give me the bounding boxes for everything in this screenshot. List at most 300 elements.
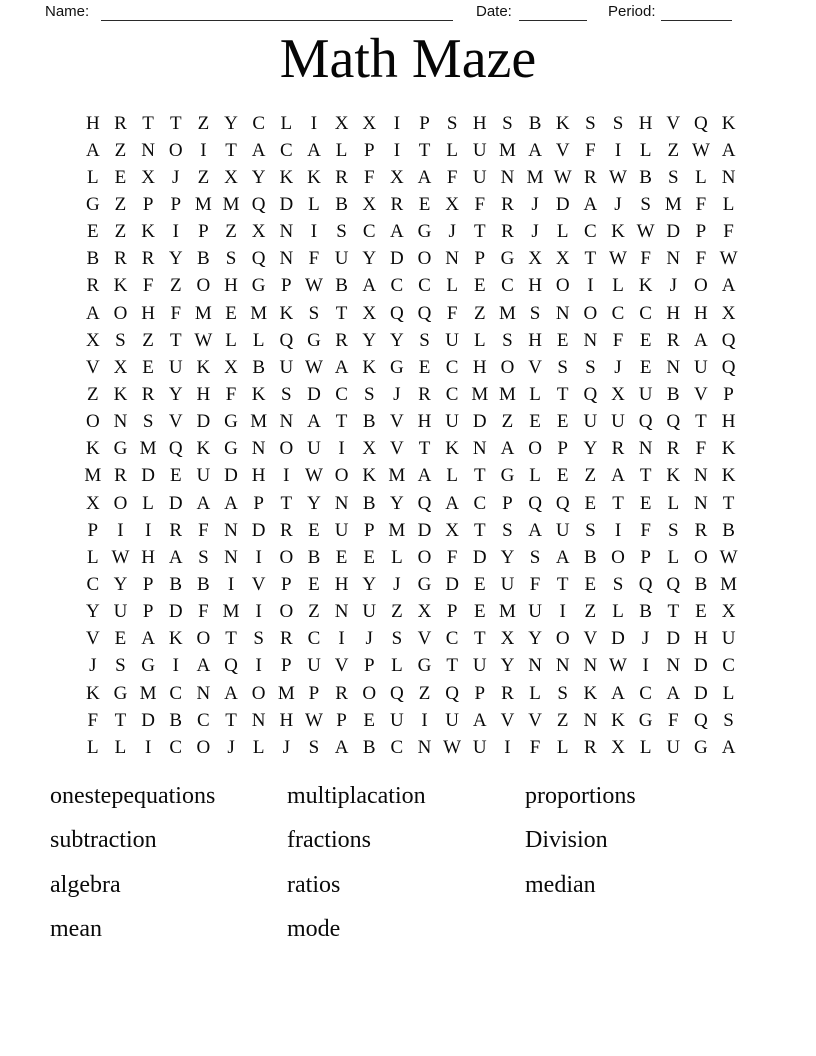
grid-letter: Q <box>528 492 542 514</box>
grid-letter: F <box>363 166 375 188</box>
grid-letter: E <box>473 275 486 297</box>
grid-letter: I <box>144 736 152 758</box>
grid-letter: A <box>307 411 321 433</box>
grid-letter: D <box>472 411 487 433</box>
grid-letter: Y <box>362 573 377 595</box>
grid-letter: G <box>113 438 128 460</box>
grid-letter: A <box>417 166 432 188</box>
grid-letter: W <box>609 166 627 188</box>
grid-letter: D <box>279 193 294 215</box>
grid-letter: B <box>197 248 210 270</box>
grid-letter: S <box>585 112 596 134</box>
grid-letter: P <box>308 682 320 704</box>
grid-letter: O <box>694 546 708 568</box>
grid-letter: I <box>200 139 207 161</box>
grid-letter: F <box>640 248 651 270</box>
grid-letter: D <box>611 628 625 650</box>
grid-letter: Q <box>721 356 736 378</box>
grid-letter: B <box>362 492 376 514</box>
grid-letter: K <box>141 221 155 243</box>
grid-letter: A <box>611 465 625 487</box>
grid-letter: T <box>556 573 569 595</box>
grid-letter: R <box>335 682 348 704</box>
grid-letter: D <box>555 193 570 215</box>
grid-letter: Q <box>666 573 681 595</box>
grid-letter: O <box>611 546 625 568</box>
grid-letter: L <box>87 166 99 188</box>
grid-letter: G <box>85 193 100 215</box>
grid-letter: Y <box>500 546 515 568</box>
grid-letter: V <box>528 356 542 378</box>
grid-letter: I <box>421 709 428 731</box>
grid-letter: P <box>142 601 154 623</box>
grid-letter: A <box>224 682 238 704</box>
grid-letter: W <box>443 736 462 758</box>
grid-letter: N <box>224 546 238 568</box>
grid-letter: X <box>417 601 432 623</box>
grid-letter: L <box>722 193 735 215</box>
grid-letter: L <box>335 139 348 161</box>
grid-letter: H <box>251 465 266 487</box>
grid-letter: L <box>391 655 403 677</box>
grid-letter: L <box>529 682 541 704</box>
grid-letter: O <box>168 139 183 161</box>
grid-letter: X <box>85 492 100 514</box>
grid-letter: N <box>583 655 598 677</box>
grid-letter: E <box>639 356 652 378</box>
grid-letter: E <box>418 356 431 378</box>
grid-letter: U <box>445 411 460 433</box>
grid-letter: H <box>279 709 294 731</box>
grid-letter: W <box>719 546 738 568</box>
grid-letter: J <box>393 573 401 595</box>
grid-letter: K <box>279 166 294 188</box>
grid-letter: L <box>722 682 735 704</box>
grid-letter: K <box>307 166 321 188</box>
grid-letter: T <box>225 139 237 161</box>
grid-letter: N <box>721 166 736 188</box>
grid-letter: S <box>723 709 734 731</box>
grid-letter: J <box>641 628 650 650</box>
grid-letter: G <box>417 655 432 677</box>
grid-letter: C <box>335 383 348 405</box>
grid-letter: K <box>113 275 128 297</box>
grid-letter: N <box>666 655 681 677</box>
grid-letter: X <box>528 248 542 270</box>
grid-letter: M <box>139 682 157 704</box>
grid-letter: F <box>612 329 624 351</box>
grid-letter: Z <box>418 682 431 704</box>
grid-letter: S <box>419 329 430 351</box>
grid-letter: Y <box>583 438 598 460</box>
grid-letter: P <box>281 275 292 297</box>
grid-letter: K <box>638 275 653 297</box>
grid-letter: L <box>529 383 541 405</box>
grid-letter: Q <box>390 682 404 704</box>
grid-letter: L <box>280 112 293 134</box>
grid-letter: B <box>362 411 376 433</box>
grid-letter: O <box>279 546 294 568</box>
grid-letter: A <box>307 139 321 161</box>
grid-letter: R <box>694 519 708 541</box>
grid-letter: X <box>611 383 625 405</box>
page-title: Math Maze <box>279 28 537 90</box>
grid-letter: X <box>362 193 377 215</box>
grid-letter: T <box>225 709 237 731</box>
grid-letter: P <box>142 193 154 215</box>
grid-letter: R <box>666 438 680 460</box>
grid-letter: R <box>501 682 514 704</box>
grid-letter: K <box>85 682 100 704</box>
grid-letter: A <box>334 736 349 758</box>
grid-letter: W <box>719 248 738 270</box>
grid-letter: N <box>638 438 653 460</box>
grid-letter: B <box>694 573 708 595</box>
grid-letter: V <box>390 411 404 433</box>
grid-letter: M <box>664 193 682 215</box>
grid-letter: E <box>556 329 569 351</box>
word-list-item: onestepequations <box>50 782 216 809</box>
grid-letter: X <box>362 112 377 134</box>
grid-letter: X <box>362 438 377 460</box>
grid-letter: T <box>418 139 431 161</box>
grid-letter: V <box>85 628 100 650</box>
grid-letter: J <box>448 221 456 243</box>
grid-letter: P <box>695 221 707 243</box>
grid-letter: Z <box>142 329 154 351</box>
grid-letter: P <box>363 139 375 161</box>
grid-letter: R <box>141 248 155 270</box>
grid-letter: Z <box>197 166 210 188</box>
grid-letter: F <box>87 709 99 731</box>
grid-letter: H <box>334 573 349 595</box>
grid-letter: U <box>694 356 708 378</box>
grid-letter: R <box>86 275 100 297</box>
grid-letter: T <box>225 628 237 650</box>
grid-letter: N <box>334 492 349 514</box>
grid-letter: Z <box>308 601 320 623</box>
grid-letter: U <box>472 139 487 161</box>
name-label: Name: <box>45 3 90 20</box>
grid-letter: U <box>362 601 377 623</box>
grid-letter: M <box>250 411 268 433</box>
grid-letter: A <box>583 193 598 215</box>
grid-letter: C <box>279 139 293 161</box>
grid-letter: O <box>417 546 432 568</box>
grid-letter: Q <box>279 329 294 351</box>
grid-letter: W <box>609 655 627 677</box>
grid-letter: C <box>362 221 376 243</box>
grid-letter: N <box>555 302 570 324</box>
grid-letter: P <box>198 221 209 243</box>
grid-letter: X <box>445 519 460 541</box>
grid-letter: S <box>557 356 568 378</box>
grid-letter: R <box>114 465 127 487</box>
grid-letter: A <box>168 546 183 568</box>
grid-letter: V <box>251 573 266 595</box>
grid-letter: C <box>197 709 210 731</box>
grid-letter: T <box>169 329 182 351</box>
grid-letter: S <box>142 411 154 433</box>
grid-letter: X <box>390 166 404 188</box>
grid-letter: U <box>472 166 487 188</box>
grid-letter: L <box>114 736 127 758</box>
grid-letter: L <box>252 736 265 758</box>
grid-letter: N <box>555 655 570 677</box>
grid-letter: Y <box>113 573 128 595</box>
date-blank-line <box>519 2 587 21</box>
grid-letter: H <box>85 112 100 134</box>
grid-letter: O <box>528 438 542 460</box>
grid-letter: D <box>666 628 681 650</box>
grid-letter: W <box>304 465 323 487</box>
grid-letter: V <box>390 438 404 460</box>
grid-letter: U <box>472 736 487 758</box>
grid-letter: Q <box>168 438 183 460</box>
grid-letter: G <box>500 465 515 487</box>
grid-letter: U <box>666 736 681 758</box>
grid-letter: A <box>721 139 736 161</box>
grid-letter: H <box>694 302 708 324</box>
grid-letter: K <box>721 112 736 134</box>
grid-letter: D <box>666 221 681 243</box>
grid-letter: U <box>279 356 294 378</box>
grid-letter: V <box>555 139 570 161</box>
grid-letter: X <box>721 302 736 324</box>
grid-letter: W <box>304 356 323 378</box>
grid-letter: Z <box>197 112 210 134</box>
grid-letter: G <box>141 655 155 677</box>
grid-letter: V <box>168 411 183 433</box>
grid-letter: S <box>363 383 375 405</box>
grid-letter: T <box>722 492 735 514</box>
grid-letter: F <box>198 519 209 541</box>
grid-letter: R <box>114 112 127 134</box>
grid-letter: D <box>196 411 211 433</box>
grid-letter: X <box>85 329 100 351</box>
grid-letter: G <box>417 573 432 595</box>
word-search-grid <box>79 110 742 761</box>
grid-letter: E <box>639 329 652 351</box>
grid-letter: T <box>335 302 348 324</box>
grid-letter: P <box>363 655 375 677</box>
grid-letter: S <box>446 112 458 134</box>
grid-letter: S <box>529 302 541 324</box>
grid-letter: S <box>391 628 403 650</box>
grid-letter: H <box>417 411 432 433</box>
grid-letter: D <box>390 248 404 270</box>
grid-letter: S <box>115 655 126 677</box>
grid-letter: E <box>556 465 569 487</box>
grid-letter: W <box>304 709 323 731</box>
word-list-item: proportions <box>525 782 636 809</box>
grid-letter: B <box>335 193 348 215</box>
grid-letter: W <box>304 275 323 297</box>
grid-letter: W <box>111 546 130 568</box>
grid-letter: U <box>611 411 625 433</box>
grid-letter: K <box>611 221 625 243</box>
grid-letter: Y <box>307 492 321 514</box>
grid-letter: Z <box>584 465 597 487</box>
grid-letter: C <box>584 221 597 243</box>
grid-letter: C <box>722 655 735 677</box>
grid-letter: M <box>720 573 737 595</box>
grid-letter: J <box>614 193 622 215</box>
grid-letter: H <box>694 628 708 650</box>
grid-letter: M <box>498 383 516 405</box>
grid-letter: P <box>170 193 182 215</box>
grid-letter: E <box>142 356 154 378</box>
grid-letter: Q <box>555 492 570 514</box>
grid-letter: Q <box>224 655 238 677</box>
grid-letter: U <box>390 709 404 731</box>
grid-letter: L <box>87 546 99 568</box>
grid-letter: L <box>612 275 624 297</box>
grid-letter: Q <box>390 302 404 324</box>
grid-letter: C <box>252 112 265 134</box>
grid-letter: Y <box>390 492 404 514</box>
grid-letter: Y <box>168 248 183 270</box>
grid-letter: L <box>142 492 154 514</box>
grid-letter: C <box>611 302 625 324</box>
grid-letter: N <box>334 601 349 623</box>
grid-letter: O <box>251 682 266 704</box>
grid-letter: F <box>529 573 541 595</box>
grid-letter: F <box>142 275 154 297</box>
grid-letter: I <box>310 221 318 243</box>
grid-letter: U <box>555 519 570 541</box>
grid-letter: E <box>225 302 237 324</box>
grid-letter: Q <box>694 112 708 134</box>
grid-letter: A <box>390 221 404 243</box>
grid-letter: N <box>445 248 460 270</box>
grid-letter: T <box>142 112 154 134</box>
grid-letter: K <box>279 302 294 324</box>
grid-letter: W <box>691 139 710 161</box>
grid-letter: I <box>393 112 401 134</box>
grid-letter: R <box>141 383 155 405</box>
grid-letter: Z <box>391 601 403 623</box>
grid-letter: A <box>500 438 515 460</box>
grid-letter: M <box>194 193 212 215</box>
grid-letter: B <box>86 248 100 270</box>
grid-letter: R <box>584 736 597 758</box>
grid-letter: Y <box>85 601 100 623</box>
word-list-item: mean <box>50 916 102 943</box>
grid-letter: D <box>307 383 321 405</box>
grid-letter: L <box>529 465 541 487</box>
grid-letter: T <box>667 601 680 623</box>
grid-letter: F <box>585 139 596 161</box>
grid-letter: B <box>639 601 652 623</box>
grid-letter: Z <box>114 139 127 161</box>
grid-letter: G <box>224 438 238 460</box>
grid-letter: I <box>144 519 152 541</box>
grid-letter: K <box>85 438 100 460</box>
grid-letter: H <box>196 383 211 405</box>
grid-letter: I <box>338 438 345 460</box>
grid-letter: W <box>553 166 572 188</box>
grid-letter: A <box>555 546 570 568</box>
grid-letter: E <box>363 709 376 731</box>
grid-letter: V <box>528 709 542 731</box>
grid-letter: Z <box>584 601 597 623</box>
grid-letter: T <box>418 438 431 460</box>
grid-letter: A <box>472 709 487 731</box>
grid-letter: Y <box>224 112 238 134</box>
grid-letter: F <box>198 601 209 623</box>
grid-letter: X <box>555 248 570 270</box>
grid-letter: E <box>473 601 486 623</box>
grid-letter: S <box>115 329 126 351</box>
grid-letter: C <box>639 682 652 704</box>
grid-letter: Q <box>694 709 708 731</box>
grid-letter: Y <box>500 655 515 677</box>
grid-letter: G <box>224 411 238 433</box>
grid-letter: P <box>281 573 292 595</box>
word-list-item: median <box>525 871 596 898</box>
grid-letter: O <box>279 601 294 623</box>
grid-letter: L <box>612 601 624 623</box>
grid-letter: Q <box>666 411 681 433</box>
word-list <box>50 774 785 952</box>
grid-letter: S <box>336 221 347 243</box>
grid-letter: H <box>666 302 681 324</box>
grid-letter: C <box>86 573 100 595</box>
grid-letter: M <box>222 601 240 623</box>
grid-letter: F <box>695 248 707 270</box>
grid-letter: Y <box>362 329 377 351</box>
grid-letter: C <box>445 383 459 405</box>
grid-letter: Z <box>667 139 680 161</box>
grid-letter: A <box>528 519 542 541</box>
grid-letter: V <box>666 112 681 134</box>
grid-letter: J <box>669 275 677 297</box>
grid-letter: S <box>667 519 679 541</box>
grid-letter: A <box>694 329 708 351</box>
grid-letter: X <box>500 628 515 650</box>
grid-letter: T <box>556 383 569 405</box>
grid-letter: N <box>279 411 294 433</box>
grid-letter: U <box>445 709 460 731</box>
grid-letter: A <box>85 302 100 324</box>
grid-letter: K <box>196 356 211 378</box>
grid-letter: F <box>225 383 237 405</box>
grid-letter: U <box>113 601 128 623</box>
grid-letter: Z <box>225 221 237 243</box>
grid-letter: L <box>391 546 403 568</box>
grid-letter: R <box>584 166 597 188</box>
grid-letter: P <box>419 112 430 134</box>
grid-letter: I <box>393 139 401 161</box>
word-list-item: algebra <box>50 871 121 898</box>
grid-letter: L <box>695 166 707 188</box>
grid-letter: H <box>528 329 542 351</box>
grid-letter: S <box>502 519 513 541</box>
grid-letter: C <box>639 302 652 324</box>
grid-letter: S <box>281 383 292 405</box>
grid-letter: N <box>196 682 211 704</box>
grid-letter: N <box>694 465 708 487</box>
grid-letter: V <box>334 655 349 677</box>
grid-letter: G <box>307 329 321 351</box>
grid-letter: U <box>307 655 321 677</box>
grid-letter: N <box>694 492 708 514</box>
grid-letter: T <box>114 709 127 731</box>
word-list-item: fractions <box>287 827 371 854</box>
grid-letter: N <box>417 736 432 758</box>
grid-letter: K <box>196 438 211 460</box>
